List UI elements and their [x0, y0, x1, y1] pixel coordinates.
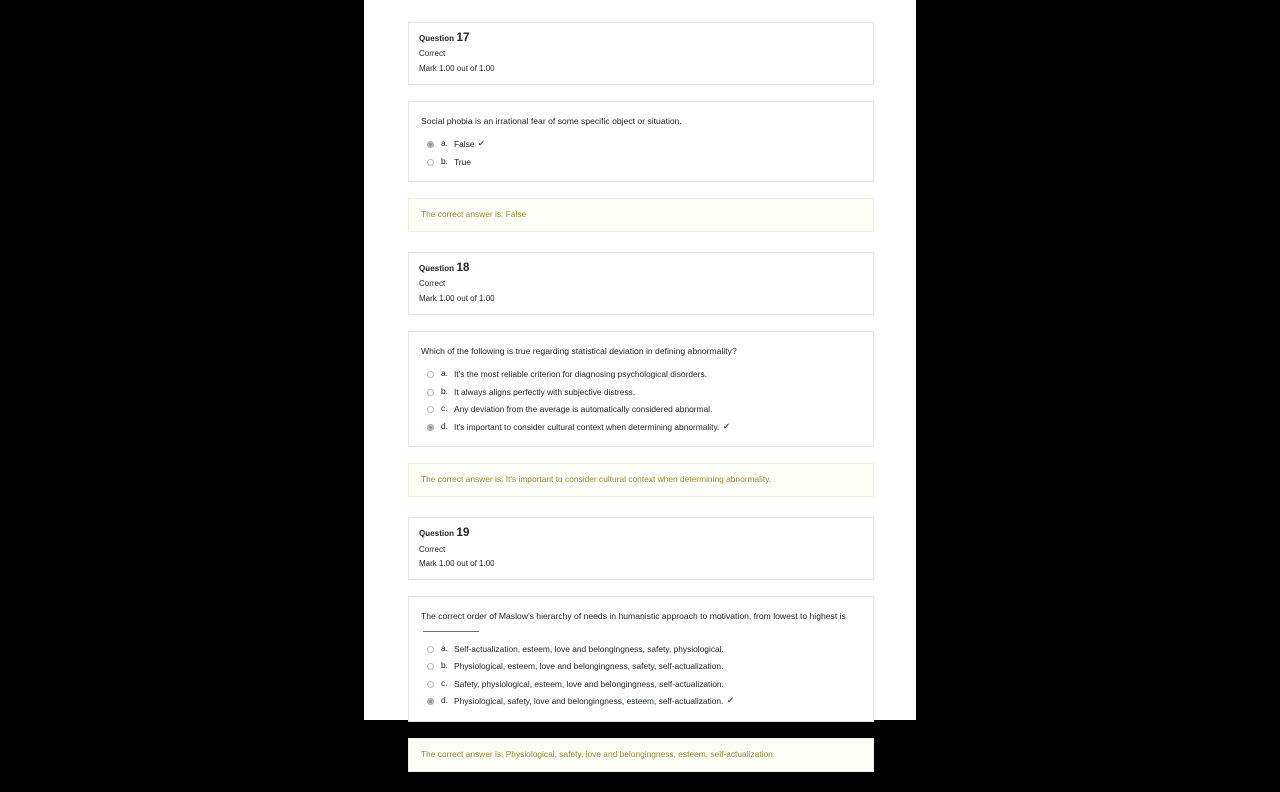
answer-text: Safety, physiological, esteem, love and belongingness, self-actualization. [454, 678, 724, 689]
answer-option[interactable] [421, 139, 861, 150]
answer-text: Physiological, esteem, love and belongingness, safety, self-actualization. [454, 661, 724, 672]
answer-option[interactable] [421, 696, 861, 707]
feedback-card [408, 463, 874, 497]
question-block [408, 517, 874, 771]
question-number-line [419, 527, 863, 540]
answer-text: It's important to consider cultural context when determining abnormality. [454, 421, 720, 432]
correct-answer-text: The correct answer is: False [421, 209, 527, 220]
answer-letter: c. [441, 677, 448, 688]
radio-button-icon[interactable] [427, 681, 434, 688]
correct-answer-text: The correct answer is: It's important to consider cultural context when determining abnormality. [421, 474, 772, 485]
question-number-line [419, 262, 863, 275]
question-block [408, 22, 874, 232]
answer-letter: d. [441, 695, 448, 706]
question-mark: Mark 1.00 out of 1.00 [419, 294, 495, 304]
answer-option[interactable] [421, 404, 861, 415]
question-number: 19 [456, 527, 470, 540]
answer-letter: b. [441, 155, 448, 166]
quiz-review-page [364, 0, 916, 759]
radio-button-icon[interactable] [427, 406, 434, 413]
radio-button-icon[interactable] [427, 141, 434, 148]
answer-list [421, 644, 861, 707]
question-state: Correct [419, 49, 446, 59]
answer-letter: a. [441, 368, 448, 379]
correct-check-icon: ✓ [726, 695, 736, 706]
radio-button-icon[interactable] [427, 663, 434, 670]
answer-letter: b. [441, 660, 448, 671]
answer-list [421, 369, 861, 432]
question-text: Which of the following is true regarding statistical deviation in defining abnormality? [421, 346, 737, 356]
feedback-card [408, 738, 874, 772]
answer-text: Self-actualization, esteem, love and belongingness, safety, physiological. [454, 643, 724, 654]
quiz-questions-container [408, 22, 874, 792]
correct-answer-text: The correct answer is: Physiological, safety, love and belongingness, esteem, self-actualization. [421, 748, 776, 759]
answer-option[interactable] [421, 387, 861, 398]
question-label: Question [419, 529, 455, 539]
radio-button-icon[interactable] [427, 698, 434, 705]
answer-letter: d. [441, 420, 448, 431]
question-body-card [408, 101, 874, 182]
radio-button-icon[interactable] [427, 371, 434, 378]
answer-letter: c. [441, 403, 448, 414]
question-text: The correct order of Maslow's hierarchy of needs in humanistic approach to motivation, from lowest to highest is [421, 611, 846, 622]
question-label: Question [419, 264, 455, 274]
answer-letter: b. [441, 385, 448, 396]
question-info-card [408, 517, 874, 580]
answer-text: False [454, 139, 475, 150]
question-text: Social phobia is an irrational fear of some specific object or situation. [421, 115, 682, 126]
answer-letter: a. [441, 138, 448, 149]
correct-check-icon: ✓ [722, 420, 732, 431]
answer-text: True [454, 156, 471, 167]
question-label: Question [419, 34, 455, 43]
radio-button-icon[interactable] [427, 389, 434, 396]
question-number: 18 [456, 262, 470, 275]
answer-text: It always aligns perfectly with subjective distress. [454, 386, 636, 397]
question-info-card [408, 22, 874, 85]
radio-button-icon[interactable] [427, 424, 434, 431]
answer-text: Physiological, safety, love and belongingness, esteem, self-actualization. [454, 696, 724, 707]
fill-in-blank-line [423, 631, 479, 632]
answer-option[interactable] [421, 661, 861, 672]
radio-button-icon[interactable] [427, 159, 434, 166]
question-state: Correct [419, 544, 446, 554]
answer-letter: a. [441, 642, 448, 653]
feedback-card [408, 198, 874, 232]
correct-check-icon: ✓ [477, 138, 487, 149]
answer-option[interactable] [421, 422, 861, 433]
question-number-line [419, 32, 863, 45]
question-info-card [408, 252, 874, 315]
question-body-card [408, 596, 874, 721]
radio-button-icon[interactable] [427, 646, 434, 653]
question-number: 17 [456, 32, 470, 44]
answer-option[interactable] [421, 369, 861, 380]
answer-text: Any deviation from the average is automatically considered abnormal. [454, 404, 713, 415]
question-mark: Mark 1.00 out of 1.00 [419, 64, 495, 74]
answer-option[interactable] [421, 157, 861, 168]
question-body-card [408, 331, 874, 447]
question-block [408, 252, 874, 497]
question-mark: Mark 1.00 out of 1.00 [419, 559, 495, 569]
answer-list [421, 139, 861, 167]
answer-text: It's the most reliable criterion for diagnosing psychological disorders. [454, 369, 707, 380]
answer-option[interactable] [421, 679, 861, 690]
answer-option[interactable] [421, 644, 861, 655]
question-state: Correct [419, 279, 446, 289]
